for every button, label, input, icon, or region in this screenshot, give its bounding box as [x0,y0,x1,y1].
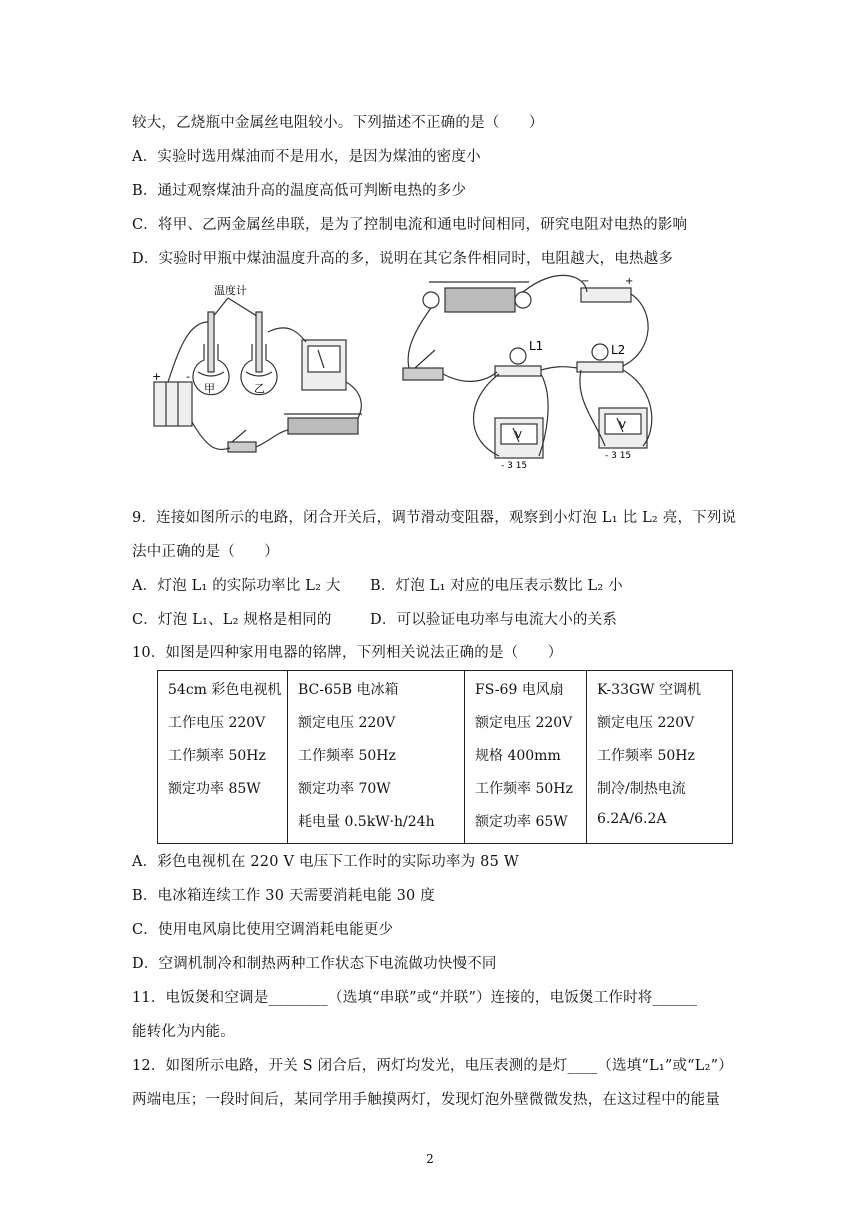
voltmeter2-label: V [619,420,626,431]
battery-plus-label: + [625,276,634,287]
two-bulb-circuit-figure [395,270,665,480]
q8-option-d: D．实验时甲瓶中煤油温度升高的多，说明在其它条件相同时，电阻越大，电热越多 [132,251,674,267]
q10-option-a: A．彩色电视机在 220 V 电压下工作时的实际功率为 85 W [132,854,519,870]
heating-experiment-figure [148,282,378,462]
q9-option-a: A．灯泡 L₁ 的实际功率比 L₂ 大 [132,578,341,594]
table-cell: 耗电量 0.5kW·h/24h [298,814,435,830]
flask-a-label: 甲 [204,382,215,395]
voltmeter2-terminals: - 3 15 [605,451,632,461]
table-cell: 规格 400mm [475,748,561,764]
table-cell: 工作频率 50Hz [298,748,396,764]
voltmeter1-terminals: - 3 15 [501,461,528,471]
q11-line1: 11．电饭煲和空调是________（选填“串联”或“并联”）连接的，电饭煲工作时将______ [132,990,698,1006]
q8-option-b: B．通过观察煤油升高的温度高低可判断电热的多少 [132,183,467,199]
table-cell: 54cm 彩色电视机 [168,682,282,698]
table-cell: 工作频率 50Hz [597,748,695,764]
table-cell: FS-69 电风扇 [475,682,564,698]
battery-minus: - [186,370,190,383]
table-cell: 额定电压 220V [298,715,396,731]
nameplate-fan [465,671,587,843]
appliance-nameplate-table [157,670,733,844]
battery-plus: + [152,370,162,383]
table-cell: 制冷/制热电流 [597,781,686,797]
bulb1-label: L1 [529,339,544,353]
nameplate-ac [587,671,732,843]
q9-option-b: B．灯泡 L₁ 对应的电压表示数比 L₂ 小 [370,578,623,594]
table-cell: 额定电压 220V [475,715,573,731]
q8-option-a: A．实验时选用煤油而不是用水，是因为煤油的密度小 [132,149,481,165]
table-cell: 工作频率 50Hz [168,748,266,764]
bulb2-label: L2 [611,343,626,357]
page-number: 2 [426,1152,434,1166]
table-cell: 额定功率 85W [168,781,261,797]
q8-option-c: C．将甲、乙两金属丝串联，是为了控制电流和通电时间相同，研究电阻对电热的影响 [132,217,688,233]
table-cell: 额定电压 220V [597,715,695,731]
q9-stem-line2: 法中正确的是（ ） [132,544,279,560]
table-cell: 工作电压 220V [168,715,266,731]
q9-option-d: D．可以验证电功率与电流大小的关系 [370,612,618,628]
table-cell: 额定功率 70W [298,781,391,797]
q10-stem: 10．如图是四种家用电器的铭牌，下列相关说法正确的是（ ） [132,645,563,661]
q12-line2: 两端电压；一段时间后，某同学用手触摸两灯，发现灯泡外壁微微发热，在这过程中的能量 [132,1092,720,1108]
battery-minus-label: − [581,276,590,287]
q8-stem: 较大，乙烧瓶中金属丝电阻较小。下列描述不正确的是（ ） [132,115,544,131]
q9-option-c: C．灯泡 L₁、L₂ 规格是相同的 [132,612,332,628]
q11-line2: 能转化为内能。 [132,1024,235,1040]
q9-stem-line1: 9．连接如图所示的电路，闭合开关后，调节滑动变阻器，观察到小灯泡 L₁ 比 L₂ 亮，下列说 [132,510,737,526]
nameplate-fridge [288,671,465,843]
flask-b-label: 乙 [254,382,265,395]
q10-option-c: C．使用电风扇比使用空调消耗电能更少 [132,922,394,938]
q12-line1: 12．如图所示电路，开关 S 闭合后，两灯均发光，电压表测的是灯____（选填“L₁”或“L₂”） [132,1058,733,1074]
voltmeter1-label: V [515,430,522,441]
table-cell: 额定功率 65W [475,814,568,830]
table-cell: 6.2A/6.2A [597,811,667,827]
q10-option-d: D．空调机制冷和制热两种工作状态下电流做功快慢不同 [132,956,497,972]
q10-option-b: B．电冰箱连续工作 30 天需要消耗电能 30 度 [132,888,435,904]
table-cell: K-33GW 空调机 [597,682,702,698]
table-cell: BC-65B 电冰箱 [298,682,399,698]
thermometer-label: 温度计 [214,284,247,297]
table-cell: 工作频率 50Hz [475,781,573,797]
nameplate-tv [158,671,288,843]
